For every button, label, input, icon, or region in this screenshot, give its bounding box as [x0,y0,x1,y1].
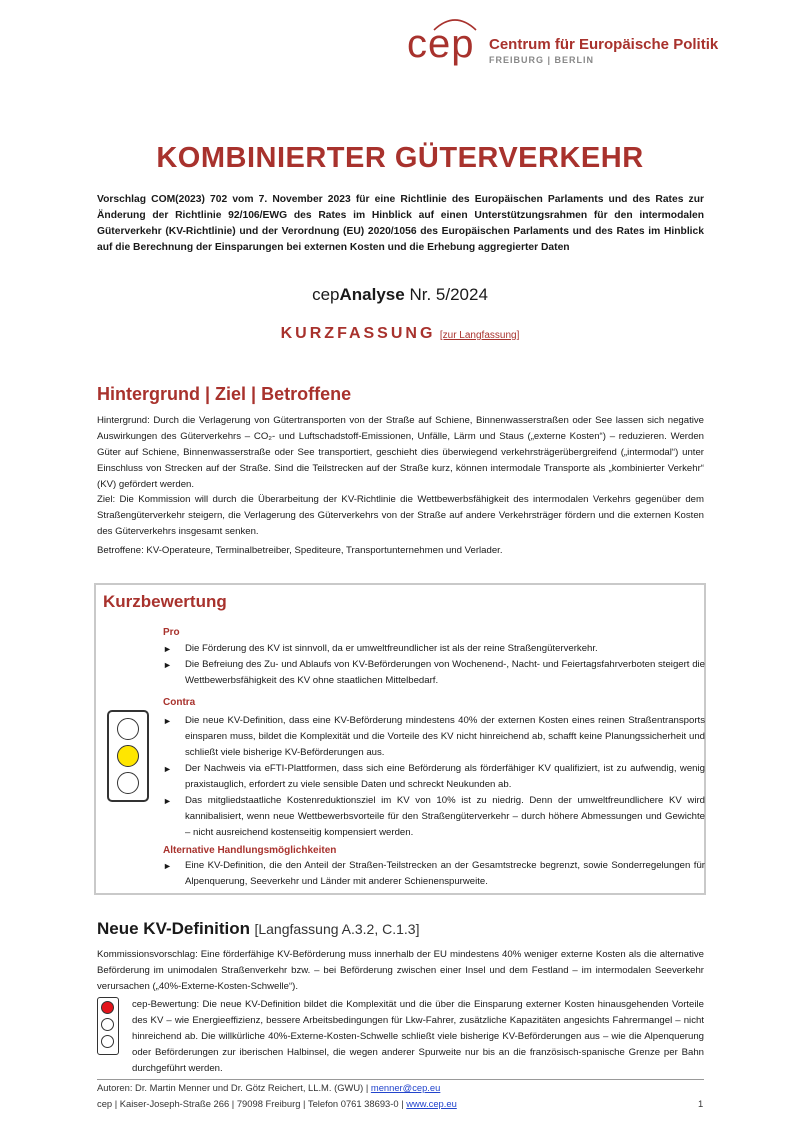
pro-label: Pro [163,627,180,638]
footer-address: cep | Kaiser-Joseph-Straße 266 | 79098 Freiburg | Telefon 0761 38693-0 | [97,1098,404,1109]
traffic-light-red-lamp [101,1001,114,1014]
alternative-label: Alternative Handlungsmöglichkeiten [163,845,337,856]
langfassung-link[interactable]: [zur Langfassung] [439,330,520,341]
alternative-item: ► Eine KV-Definition, die den Anteil der Straßen-Teilstrecken an der Gesamtstrecke begrenzt, sowie Sonderregelungen für Alpenquerung, Seeverkehr und Länder mit anderer Schienenspurweite. [163,860,705,887]
ziel-paragraph: Ziel: Die Kommission will durch die Überarbeitung der KV-Richtlinie die Wettbewerbsfähigkeit des intermodalen Verkehrs gegenüber dem Straßengüterverkehr steigern, die Verlagerung des Güterverkehrs von der Straße auf andere Verkehrsträger fördern und die externen Kosten des Güterverkehrs insgesamt senken. [97,494,704,537]
traffic-light-small-icon [97,997,119,1055]
betroffene-paragraph: Betroffene: KV-Operateure, Terminalbetreiber, Spediteure, Transportunternehmen und Verlader. [97,545,503,556]
document-subtitle: Vorschlag COM(2023) 702 vom 7. November 2023 für eine Richtlinie des Europäischen Parlaments und des Rates zur Änderung der Richtlinie 92/106/EWG des Rates im Hinblick auf einen Unterstützungsrahmen für den intermodalen Güterverkehr (KV-Richtlinie) und der Verordnung (EU) 2020/1056 des Europäischen Parlaments und des Rates im Hinblick auf die Berechnung der Einsparungen bei externen Kosten und die Erhebung aggregierter Daten [97,194,704,253]
footer-divider [97,1079,704,1080]
kurzbewertung-heading: Kurzbewertung [103,592,227,611]
analyse-nr: Nr. 5/2024 [409,285,488,304]
bullet-arrow-icon: ► [163,644,172,654]
bullet-arrow-icon: ► [163,861,172,871]
analyse-number [0,285,800,305]
traffic-light-red-lamp [117,718,139,740]
footer-authors: Autoren: Dr. Martin Menner und Dr. Götz Reichert, LL.M. (GWU) | [97,1082,369,1093]
traffic-light-yellow-lamp [117,745,139,767]
kommissionsvorschlag-paragraph: Kommissionsvorschlag: Eine förderfähige KV-Beförderung muss innerhalb der EU mindestens 40% weniger externe Kosten als die alternative Beförderung im unimodalen Straßenverkehr bzw. – bei Beförderung zwischen einer Insel und dem Festland – im intermodalen Seeverkehr verursachen („40%-Externe-Kosten-Schwelle“). [97,949,704,992]
neue-kv-heading-row [97,919,419,939]
contra-item: ► Die neue KV-Definition, dass eine KV-Beförderung mindestens 40% der externen Kosten eines reinen Straßentransports einsparen muss, bildet die Komplexität und die Vorteile des KV nicht hinreichend ab, schafft keine Planungssicherheit und schließt viele bisherige KV-Beförderungen aus. [163,715,705,758]
pro-item: ► Die Befreiung des Zu- und Ablaufs von KV-Beförderungen von Wochenend-, Nacht- und Feiertagsfahrverboten steigert die Wettbewerbsfähigkeit des KV ohne staatlichen Mittelbedarf. [163,659,705,686]
bullet-arrow-icon: ► [163,796,172,806]
org-cities: FREIBURG | BERLIN [489,55,595,65]
section-heading-background: Hintergrund | Ziel | Betroffene [97,384,352,404]
kurzfassung-heading [0,325,800,343]
analyse-label: Analyse [339,285,405,304]
analyse-prefix: cep [312,285,340,304]
cep-bewertung-paragraph: cep-Bewertung: Die neue KV-Definition bildet die Komplexität und die über die Einsparung externer Kosten hinausgehenden Vorteile des KV – wie Energieeffizienz, bessere Arbeitsbedingungen für Lkw-Fahrer, zusätzliche Kapazitäten angesichts Fahrermangel – nicht hinreichend ab. Die willkürliche 40%-Externe-Kosten-Schwelle schließt viele bisherige KV-Beförderungen aus – wie die Alpenquerung oder Beförderungen zur iberischen Halbinsel, die wegen anderer Spurweite nur bis an die französisch-spanische Grenze per Bahn durchgeführt werden. [132,999,704,1074]
traffic-light-icon [107,710,149,802]
footer-address-line [97,1098,457,1109]
page-title: KOMBINIERTER GÜTERVERKEHR [156,142,644,174]
traffic-light-green-lamp [117,772,139,794]
bullet-arrow-icon: ► [163,660,172,670]
contra-item: ► Das mitgliedstaatliche Kostenreduktionsziel im KV von 10% ist zu niedrig. Denn der umweltfreundlichere KV wird kannibalisiert, wenn neue Wettbewerbsvorteile für den Straßengüterverkehr – durch höhere Abmessungen und Gewichte – nicht ausreichend kostenseitig kompensiert werden. [163,795,705,838]
neue-kv-reference: [Langfassung A.3.2, C.1.3] [254,921,420,937]
footer-authors-line [97,1082,440,1093]
org-name: Centrum für Europäische Politik [489,36,719,53]
bullet-arrow-icon: ► [163,764,172,774]
neue-kv-heading: Neue KV-Definition [97,919,251,938]
footer-email-link[interactable]: menner@cep.eu [370,1082,441,1093]
traffic-light-yellow-lamp [101,1018,114,1031]
bullet-arrow-icon: ► [163,716,172,726]
hintergrund-paragraph: Hintergrund: Durch die Verlagerung von Gütertransporten von der Straße auf Schiene, Binnenwasserstraßen oder See lassen sich negative Auswirkungen des Güterverkehrs – CO₂- und Luftschadstoff-Emissionen, Unfälle, Lärm und Staus („externe Kosten“) – reduzieren. Werden Güter auf Schiene, Binnenwasserstraße oder See transportiert, geschieht dies überwiegend verkehrsträgerübergreifend („intermodal“) unter Einschluss von Strecken auf der Straße. Sind die Teilstrecken auf der Straße kurz, können intermodale Transporte als „kombinierter Verkehr“ (KV) gefördert werden. [97,415,704,490]
logo-text: cep [407,22,475,66]
contra-item: ► Der Nachweis via eFTI-Plattformen, dass sich eine Beförderung als förderfähiger KV qualifiziert, ist zu aufwendig, wenig praxistauglich, erfordert zu viele sensible Daten und schreckt Neukunden ab. [163,763,705,790]
traffic-light-green-lamp [101,1035,114,1048]
kurzfassung-label: KURZFASSUNG [280,325,436,342]
pro-item: ► Die Förderung des KV ist sinnvoll, da er umweltfreundlicher ist als der reine Straßengüterverkehr. [185,641,705,657]
page-number: 1 [698,1098,704,1109]
contra-label: Contra [163,697,196,708]
footer-web-link[interactable]: www.cep.eu [406,1098,457,1109]
